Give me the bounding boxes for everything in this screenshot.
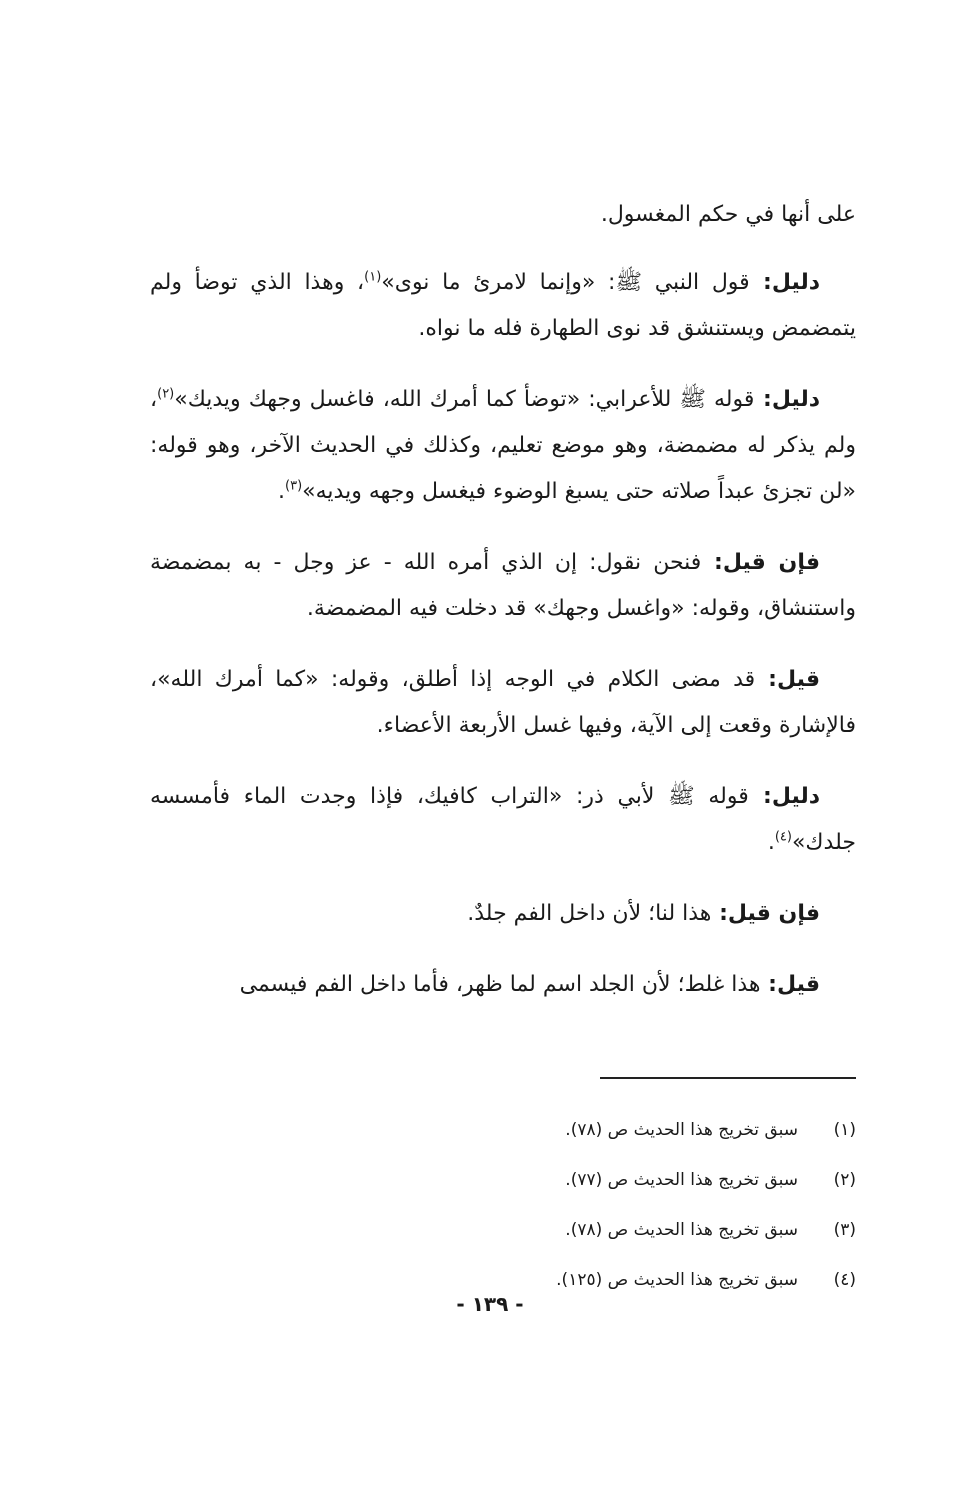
footnote-number: (٤) [833, 1270, 856, 1290]
footnote-item [430, 1155, 856, 1205]
paragraph-lead: دليل: [749, 270, 820, 295]
paragraph-text: قوله ﷺ للأعرابي: «توضأ كما أمرك الله، فاغسل وجهك ويديك» [174, 387, 755, 412]
paragraph-8 [150, 962, 856, 1008]
paragraph-tail: . [767, 830, 775, 855]
paragraph-2 [150, 260, 856, 352]
footnote-number: (٣) [833, 1220, 856, 1240]
footnote-item [430, 1105, 856, 1155]
footnote-ref: (٢) [157, 386, 175, 402]
paragraph-lead: فإن قيل: [701, 550, 820, 575]
page-number: - ١٣٩ - [456, 1292, 524, 1316]
paragraph-text: هذا لنا؛ لأن داخل الفم جلدٌ. [467, 901, 712, 926]
paragraph-text: فنحن نقول: إن الذي أمره الله - عز وجل - به بمضمضة واستنشاق، وقوله: «واغسل وجهك» قد دخلت فيه المضمضة. [150, 550, 856, 621]
paragraph-tail: . [278, 479, 286, 504]
paragraph-lead: فإن قيل: [711, 901, 820, 926]
paragraph-6 [150, 774, 856, 866]
paragraph-lead: دليل: [754, 387, 821, 412]
paragraph-1 [150, 192, 856, 238]
paragraph-text: هذا غلط؛ لأن الجلد اسم لما ظهر، فأما داخل الفم فيسمى [239, 972, 761, 997]
footnote-text: سبق تخريج هذا الحديث ص (٧٨). [565, 1120, 798, 1140]
paragraph-7 [150, 891, 856, 937]
paragraph-lead: قيل: [760, 972, 820, 997]
footnote-number: (١) [833, 1120, 856, 1140]
paragraph-text: قد مضى الكلام في الوجه إذا أطلق، وقوله: «كما أمرك الله»، فالإشارة وقعت إلى الآية، وفيها غسل الأربعة الأعضاء. [150, 667, 856, 738]
paragraph-4 [150, 540, 856, 632]
page-body [150, 192, 856, 1033]
footnote-text: سبق تخريج هذا الحديث ص (٧٨). [565, 1220, 798, 1240]
footnote-text: سبق تخريج هذا الحديث ص (٧٧). [565, 1170, 798, 1190]
paragraph-text: قوله ﷺ لأبي ذر: «التراب كافيك، فإذا وجدت الماء فأمسسه جلدك» [150, 784, 856, 855]
footnote-ref: (٤) [774, 829, 792, 845]
paragraph-text: على أنها في حكم المغسول. [600, 202, 856, 227]
paragraph-lead: قيل: [755, 667, 820, 692]
paragraph-text: قول النبي ﷺ: «وإنما لامرئ ما نوى» [381, 270, 750, 295]
paragraph-3 [150, 377, 856, 515]
footnote-text: سبق تخريج هذا الحديث ص (١٢٥). [556, 1270, 798, 1290]
footnote-item [430, 1205, 856, 1255]
footnote-divider [600, 1077, 856, 1079]
paragraph-lead: دليل: [748, 784, 821, 809]
footnotes [430, 1105, 856, 1305]
paragraph-5 [150, 657, 856, 749]
footnote-ref: (١) [364, 269, 382, 285]
paragraph-tail: ، ولم يذكر له مضمضة، وهو موضع تعليم، وكذلك في الحديث الآخر، وهو قوله: «لن تجزئ عبداً صلاته حتى يسبغ الوضوء فيغسل وجهه ويديه» [150, 387, 856, 504]
footnote-number: (٢) [833, 1170, 856, 1190]
footnote-ref: (٣) [285, 478, 303, 494]
paragraph-tail: ، وهذا الذي توضأ ولم يتمضمض ويستنشق قد نوى الطهارة فله ما نواه. [150, 270, 856, 341]
